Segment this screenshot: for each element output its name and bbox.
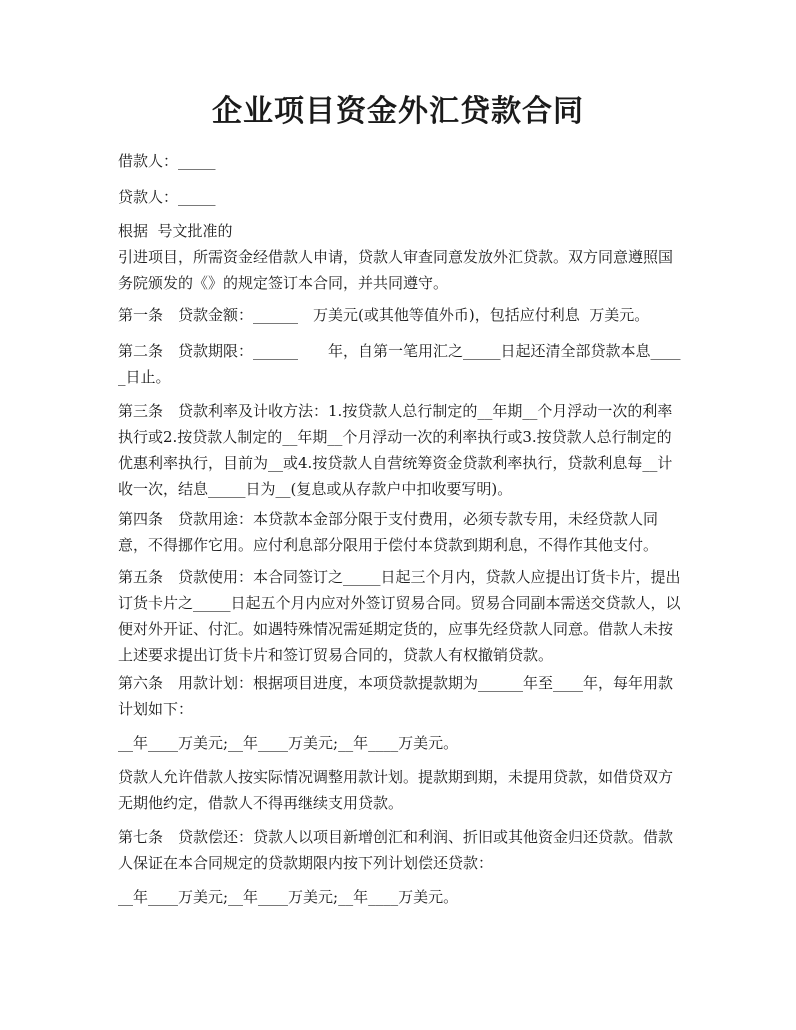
- article-3-interest-rate: 第三条 贷款利率及计收方法：1.按贷款人总行制定的__年期__个月浮动一次的利率执行或2.按贷款人制定的__年期__个月浮动一次的利率执行或3.按贷款人总行制定的优惠利率执行，目前为__或4.按贷款人自营统筹资金贷款利率执行，贷款利息每__计收一次，结息_____日为__(复息或从存款户中扣收要写明)。: [118, 402, 673, 498]
- repayment-schedule-line: __年____万美元;__年____万美元;__年____万美元。: [118, 888, 459, 906]
- article-2-loan-term: 第二条 贷款期限：______ 年，自第一笔用汇之_____日起还清全部贷款本息_____日止。: [118, 342, 681, 386]
- contract-title: 企业项目资金外汇贷款合同: [212, 94, 584, 129]
- lender-line: 贷款人：_____: [118, 188, 216, 206]
- borrower-line: 借款人：_____: [118, 152, 216, 170]
- plan-adjustment-paragraph: 贷款人允许借款人按实际情况调整用款计划。提款期到期，未提用贷款，如借贷双方无期他约定，借款人不得再继续支用贷款。: [118, 768, 674, 812]
- article-1-loan-amount: 第一条 贷款金额：______ 万美元(或其他等值外币)，包括应付利息 万美元。: [118, 306, 650, 324]
- article-5-loan-usage: 第五条 贷款使用：本合同签订之_____日起三个月内，贷款人应提出订货卡片，提出订货卡片之_____日起五个月内应对外签订贸易合同。贸易合同副本需送交贷款人，以便对外开证、付汇。如遇特殊情况需延期定货的，应事先经贷款人同意。借款人未按上述要求提出订货卡片和签订贸易合同的，贷款人有权撤销贷款。: [118, 568, 681, 664]
- preamble-paragraph: 根据 号文批准的 引进项目，所需资金经借款人申请，贷款人审查同意发放外汇贷款。双方同意遵照国务院颁发的《》的规定签订本合同，并共同遵守。: [118, 222, 674, 292]
- drawdown-schedule-line: __年____万美元;__年____万美元;__年____万美元。: [118, 734, 459, 752]
- article-7-repayment: 第七条 贷款偿还：贷款人以项目新增创汇和利润、折旧或其他资金归还贷款。借款人保证在本合同规定的贷款期限内按下列计划偿还贷款：: [118, 828, 674, 872]
- article-4-loan-purpose: 第四条 贷款用途：本贷款本金部分限于支付费用，必须专款专用，未经贷款人同意，不得挪作它用。应付利息部分限用于偿付本贷款到期利息，不得作其他支付。: [118, 510, 659, 554]
- article-6-drawdown-plan: 第六条 用款计划：根据项目进度，本项贷款提款期为______年至____年，每年用款计划如下：: [118, 674, 674, 718]
